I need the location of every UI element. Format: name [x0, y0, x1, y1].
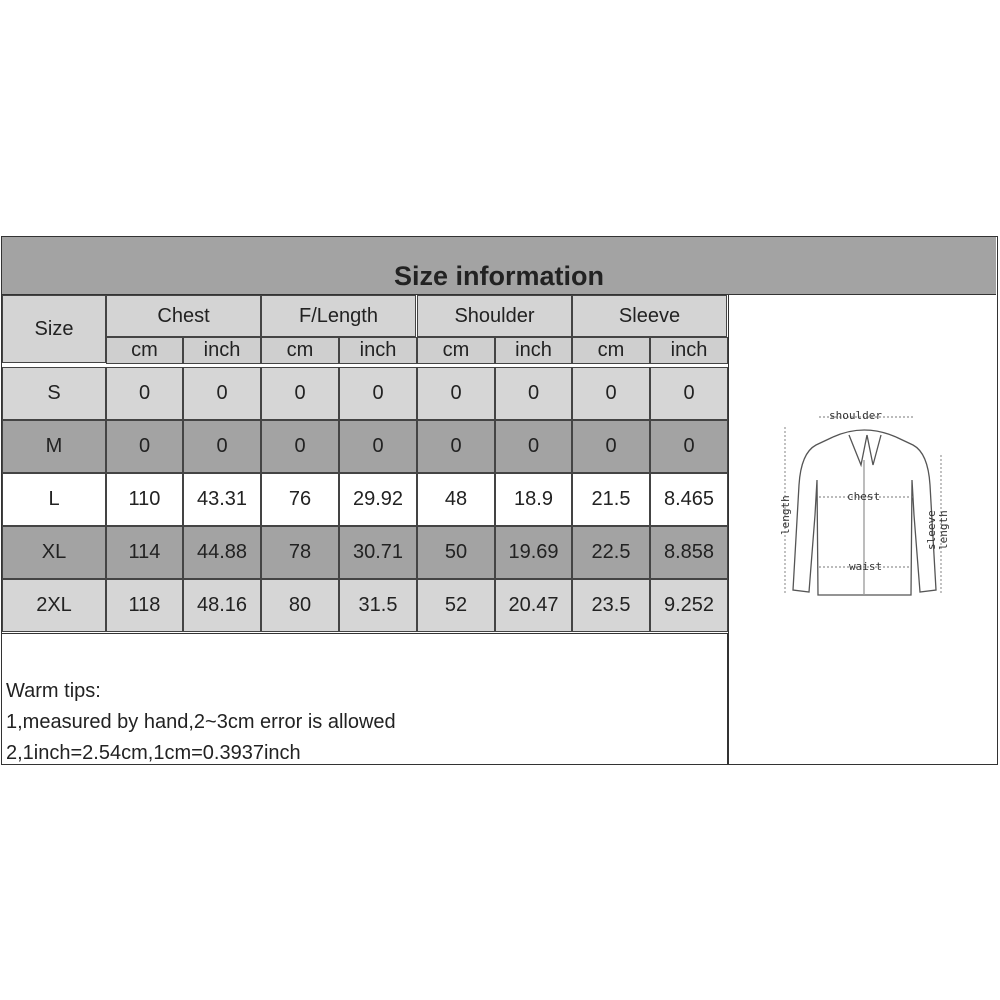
value-cell: 0 [495, 367, 572, 420]
shoulder-label: shoulder [829, 409, 882, 422]
unit-header: inch [339, 337, 417, 364]
measure-header: Sleeve [572, 295, 727, 337]
value-cell: 8.465 [650, 473, 728, 526]
tip-measurement: 1,measured by hand,2~3cm error is allowed [6, 711, 396, 733]
value-cell: 118 [106, 579, 183, 632]
tips-heading: Warm tips: [6, 680, 101, 702]
measure-header: F/Length [261, 295, 416, 337]
waist-label: waist [849, 560, 883, 573]
value-cell: 43.31 [183, 473, 261, 526]
value-cell: 0 [106, 420, 183, 473]
value-cell: 48 [417, 473, 495, 526]
value-cell: 0 [339, 367, 417, 420]
size-cell: M [2, 420, 106, 473]
value-cell: 0 [495, 420, 572, 473]
value-cell: 0 [417, 420, 495, 473]
unit-header: cm [417, 337, 495, 364]
unit-header: cm [106, 337, 183, 364]
length-label: length [779, 495, 792, 535]
warm-tips [2, 633, 728, 764]
value-cell: 29.92 [339, 473, 417, 526]
size-cell: L [2, 473, 106, 526]
value-cell: 23.5 [572, 579, 650, 632]
value-cell: 0 [106, 367, 183, 420]
value-cell: 0 [572, 420, 650, 473]
size-cell: XL [2, 526, 106, 579]
value-cell: 21.5 [572, 473, 650, 526]
measure-header: Shoulder [417, 295, 572, 337]
value-cell: 0 [183, 367, 261, 420]
chart-title: Size information [2, 237, 996, 295]
value-cell: 114 [106, 526, 183, 579]
value-cell: 18.9 [495, 473, 572, 526]
value-cell: 8.858 [650, 526, 728, 579]
value-cell: 80 [261, 579, 339, 632]
value-cell: 44.88 [183, 526, 261, 579]
value-cell: 0 [650, 367, 728, 420]
size-cell: S [2, 367, 106, 420]
unit-header: cm [572, 337, 650, 364]
sleeve-label: sleeve [925, 510, 938, 550]
unit-header: cm [261, 337, 339, 364]
value-cell: 22.5 [572, 526, 650, 579]
size-cell: 2XL [2, 579, 106, 632]
value-cell: 0 [261, 367, 339, 420]
value-cell: 0 [261, 420, 339, 473]
value-cell: 0 [183, 420, 261, 473]
value-cell: 78 [261, 526, 339, 579]
unit-header: inch [650, 337, 728, 364]
value-cell: 31.5 [339, 579, 417, 632]
value-cell: 48.16 [183, 579, 261, 632]
value-cell: 0 [650, 420, 728, 473]
unit-header: inch [495, 337, 572, 364]
value-cell: 0 [572, 367, 650, 420]
measurement-diagram [728, 295, 998, 764]
unit-header: inch [183, 337, 261, 364]
value-cell: 19.69 [495, 526, 572, 579]
size-header: Size [2, 295, 106, 363]
measure-header: Chest [106, 295, 261, 337]
value-cell: 52 [417, 579, 495, 632]
value-cell: 30.71 [339, 526, 417, 579]
size-chart [1, 236, 998, 765]
value-cell: 9.252 [650, 579, 728, 632]
value-cell: 0 [417, 367, 495, 420]
value-cell: 76 [261, 473, 339, 526]
value-cell: 110 [106, 473, 183, 526]
value-cell: 50 [417, 526, 495, 579]
value-cell: 20.47 [495, 579, 572, 632]
tip-conversion: 2,1inch=2.54cm,1cm=0.3937inch [6, 742, 301, 764]
shirt-diagram [771, 405, 961, 605]
value-cell: 0 [339, 420, 417, 473]
sleeve-length-label: length [937, 510, 950, 550]
chest-label: chest [847, 490, 881, 503]
